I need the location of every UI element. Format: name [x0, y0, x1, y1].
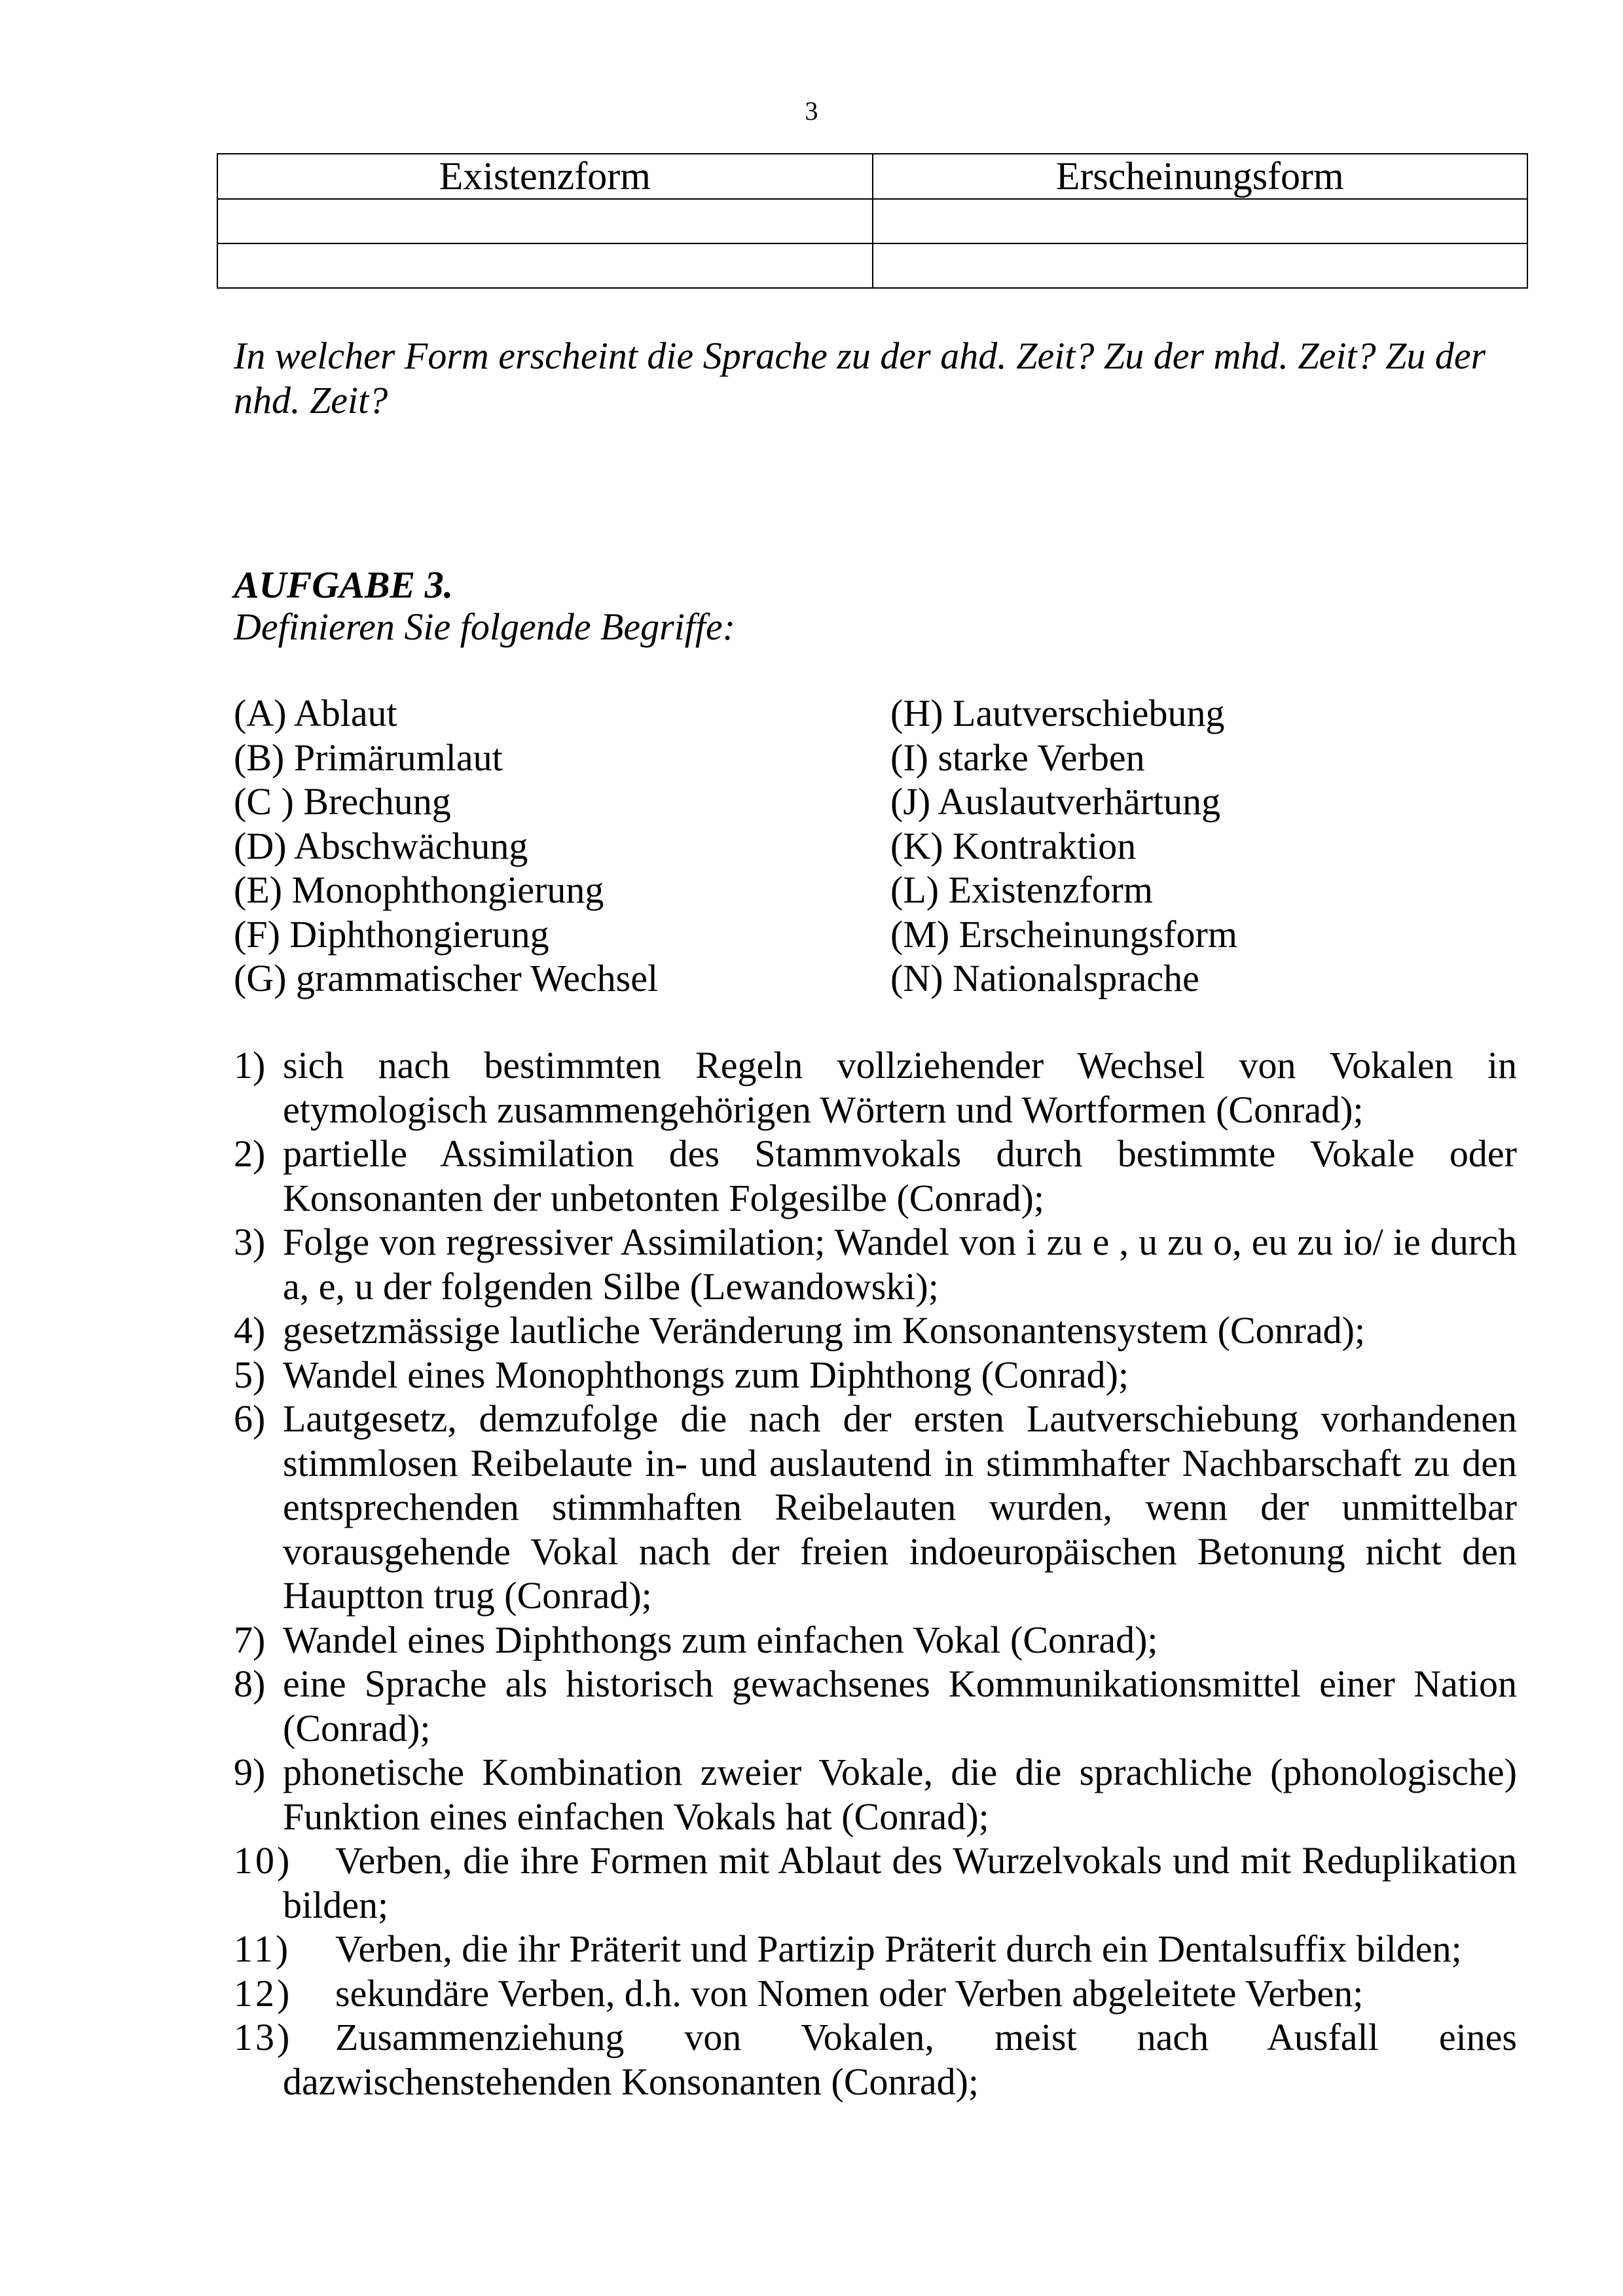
task-instruction: Definieren Sie folgende Begriffe:	[234, 605, 736, 648]
definition-item	[234, 1927, 1517, 1971]
definition-item	[234, 1353, 1517, 1397]
definition-item	[234, 1750, 1517, 1839]
definition-number: 8)	[234, 1662, 266, 1705]
term-item: (D) Abschwächung	[234, 824, 528, 867]
table-cell	[873, 199, 1528, 243]
table-cell	[217, 243, 873, 288]
definition-item	[234, 1662, 1517, 1750]
definition-number: 6)	[234, 1397, 266, 1440]
table-header-existenzform: Existenzform	[217, 154, 873, 199]
definition-item	[234, 1971, 1517, 2016]
term-item: (C ) Brechung	[234, 780, 451, 823]
definition-number: 2)	[234, 1132, 266, 1175]
definition-number: 9)	[234, 1751, 266, 1793]
task-title: AUFGABE 3.	[234, 564, 454, 606]
term-item: (E) Monophthongierung	[234, 869, 604, 911]
definition-text: phonetische Kombination zweier Vokale, die die sprachliche (phonologische) Funktion eines einfachen Vokals hat (Conrad);	[283, 1751, 1517, 1838]
definition-item	[234, 1618, 1517, 1662]
page-number: 3	[805, 96, 818, 126]
definition-number: 1)	[234, 1044, 266, 1086]
definitions-list	[234, 1043, 1517, 2104]
terms-list-left	[234, 691, 658, 1001]
definition-number: 3)	[234, 1221, 266, 1263]
table-row	[217, 243, 1527, 288]
definition-item	[234, 1132, 1517, 1220]
definition-number: 12)	[234, 1971, 293, 2015]
term-item: (J) Auslautverhärtung	[890, 780, 1221, 823]
definition-text: Folge von regressiver Assimilation; Wandel von i zu e , u zu o, eu zu io/ ie durch a, e, u der folgenden Silbe (Lewandowski);	[283, 1221, 1517, 1308]
definition-item	[234, 1308, 1517, 1353]
term-item: (B) Primärumlaut	[234, 736, 503, 779]
term-item: (M) Erscheinungsform	[890, 912, 1237, 956]
definition-text: Zusammenziehung von Vokalen, meist nach Ausfall eines dazwischenstehenden Konsonanten (Conrad);	[283, 2016, 1517, 2103]
definition-item	[234, 1220, 1517, 1308]
term-item: (N) Nationalsprache	[890, 957, 1199, 999]
table-row	[217, 199, 1527, 243]
definition-text: Lautgesetz, demzufolge die nach der ersten Lautverschiebung vorhandenen stimmlosen Reibelaute in- und auslautend in stimmhafter Nachbarschaft zu den entsprechenden stimmhaften Reibelauten wurden, wenn der unmittelbar vorausgehende Vokal nach der freien indoeuropäischen Betonung nicht den Hauptton trug (Conrad);	[283, 1397, 1517, 1617]
term-item: (H) Lautverschiebung	[890, 692, 1225, 734]
definition-number: 5)	[234, 1353, 266, 1396]
term-item: (L) Existenzform	[890, 869, 1154, 911]
table-header-erscheinungsform: Erscheinungsform	[873, 154, 1528, 199]
definition-text: sekundäre Verben, d.h. von Nomen oder Verben abgeleitete Verben;	[335, 1971, 1364, 2015]
term-item: (A) Ablaut	[234, 692, 397, 734]
definition-text: partielle Assimilation des Stammvokals durch bestimmte Vokale oder Konsonanten der unbetonten Folgesilbe (Conrad);	[283, 1132, 1517, 1219]
definition-number: 13)	[234, 2016, 293, 2058]
definition-number: 11)	[234, 1928, 291, 1970]
definition-text: eine Sprache als historisch gewachsenes Kommunikationsmittel einer Nation (Conrad);	[283, 1662, 1517, 1749]
definition-text: Verben, die ihr Präterit und Partizip Präterit durch ein Dentalsuffix bilden;	[335, 1928, 1462, 1970]
table-header-row	[217, 154, 1527, 199]
definition-number: 10)	[234, 1839, 293, 1882]
question-text: In welcher Form erscheint die Sprache zu der ahd. Zeit? Zu der mhd. Zeit? Zu der nhd. Zeit?	[234, 334, 1486, 422]
term-item: (G) grammatischer Wechsel	[234, 957, 659, 999]
definition-item	[234, 1397, 1517, 1618]
definition-text: Wandel eines Monophthongs zum Diphthong (Conrad);	[283, 1353, 1129, 1396]
terms-list-right	[890, 691, 1237, 1001]
definition-text: sich nach bestimmten Regeln vollziehender Wechsel von Vokalen in etymologisch zusammengehörigen Wörtern und Wortformen (Conrad);	[283, 1044, 1517, 1131]
definition-item	[234, 2015, 1517, 2104]
definition-item	[234, 1839, 1517, 1927]
term-item: (F) Diphthongierung	[234, 912, 549, 956]
definition-text: Wandel eines Diphthongs zum einfachen Vokal (Conrad);	[283, 1618, 1158, 1661]
form-table	[217, 153, 1528, 289]
term-item: (I) starke Verben	[890, 736, 1145, 779]
term-item: (K) Kontraktion	[890, 824, 1137, 867]
table-cell	[217, 199, 873, 243]
definition-text: gesetzmässige lautliche Veränderung im Konsonantensystem (Conrad);	[283, 1309, 1366, 1352]
definition-number: 4)	[234, 1309, 266, 1352]
table-cell	[873, 243, 1528, 288]
definition-text: Verben, die ihre Formen mit Ablaut des Wurzelvokals und mit Reduplikation bilden;	[283, 1839, 1517, 1926]
definition-item	[234, 1043, 1517, 1132]
definition-number: 7)	[234, 1618, 266, 1661]
